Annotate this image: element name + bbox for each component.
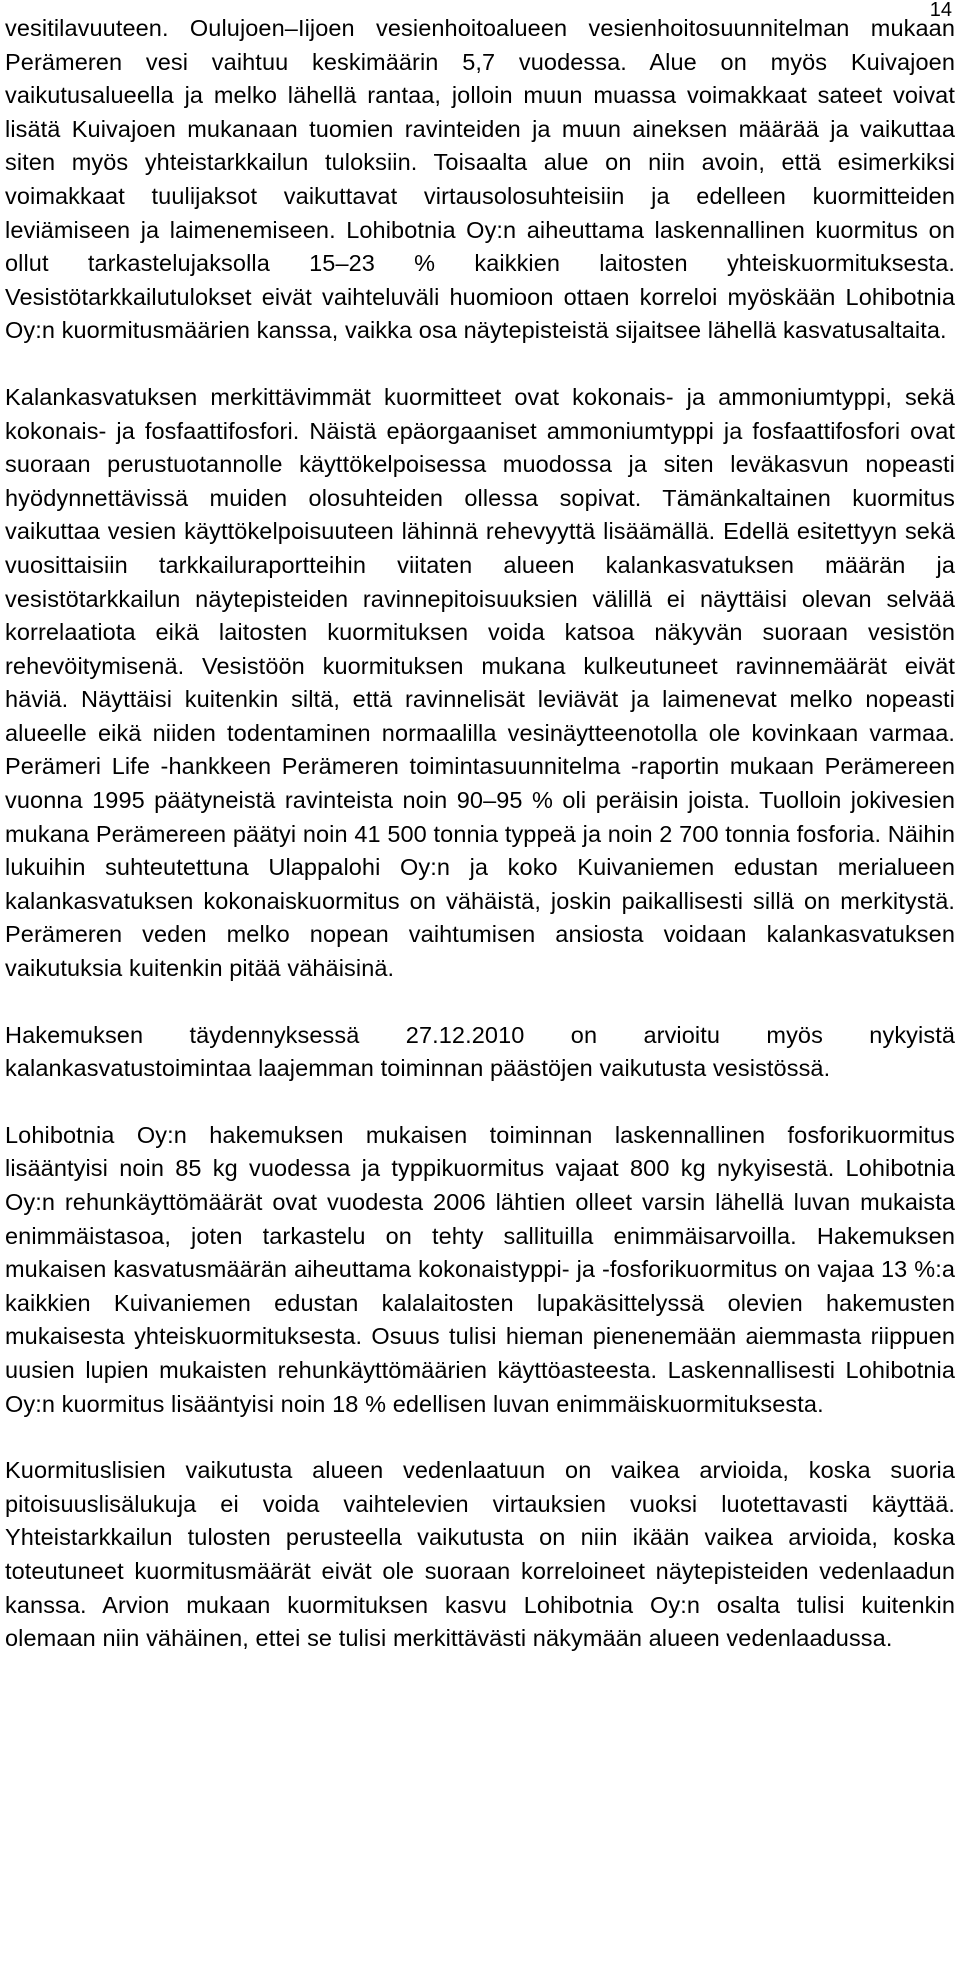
- page-number: 14: [929, 0, 952, 21]
- paragraph-lohibotnia-load: Lohibotnia Oy:n hakemuksen mukaisen toiminnan laskennallinen fosforikuormitus lisääntyisi noin 85 kg vuodessa ja typpikuormitus vajaat 800 kg nykyisestä. Lohibotnia Oy:n rehunkäyttömäärät ovat vuodesta 2006 lähtien olleet varsin lähellä luvan mukaista enimmäistasoa, joten tarkastelu on tehty sallituilla enimmäisarvoilla. Hakemuksen mukaisen kasvatusmäärän aiheuttama kokonaistyppi- ja -fosforikuormitus on vajaa 13 %:a kaikkien Kuivaniemen edustan kalalaitosten lupakäsittelyssä olevien hakemusten mukaisesta yhteiskuormituksesta. Osuus tulisi hieman pienenemään aiemmasta riippuen uusien lupien mukaisten rehunkäyttömäärien käyttöasteesta. Laskennallisesti Lohibotnia Oy:n kuormitus lisääntyisi noin 18 % edellisen luvan enimmäiskuormituksesta.: [5, 1121, 955, 1417]
- body-text: [5, 12, 955, 1689]
- paragraph-water-exchange: vesitilavuuteen. Oulujoen–Iijoen vesienhoitoalueen vesienhoitosuunnitelman mukaan Perämeren vesi vaihtuu keskimäärin 5,7 vuodessa. Alue on myös Kuivajoen vaikutusalueella ja melko lähellä rantaa, jolloin muun muassa voimakkaat sateet voivat lisätä Kuivajoen mukanaan tuomien ravinteiden ja muun aineksen määrää ja vaikuttaa siten myös yhteistarkkailun tuloksiin. Toisaalta alue on niin avoin, että esimerkiksi voimakkaat tuulijaksot vaikuttavat virtausolosuhteisiin ja edelleen kuormitteiden leviämiseen ja laimenemiseen. Lohibotnia Oy:n aiheuttama laskennallinen kuormitus on ollut tarkastelujaksolla 15–23 % kaikkien laitosten yhteiskuormituksesta. Vesistötarkkailutulokset eivät vaihteluväli huomioon ottaen korreloi myöskään Lohibotnia Oy:n kuormitusmäärien kanssa, vaikka osa näytepisteistä sijaitsee lähellä kasvatusaltaita.: [5, 15, 955, 344]
- paragraph-load-impact: Kuormituslisien vaikutusta alueen vedenlaatuun on vaikea arvioida, koska suoria pitoisuuslisälukuja ei voida vaihtelevien virtauksien vuoksi luotettavasti käyttää. Yhteistarkkailun tulosten perusteella vaikutusta on niin ikään vaikea arvioida, koska toteutuneet kuormitusmäärät eivät ole suoraan korreloineet näytepisteiden vedenlaadun kanssa. Arvion mukaan kuormituksen kasvu Lohibotnia Oy:n osalta tulisi kuitenkin olemaan niin vähäinen, ettei se tulisi merkittävästi näkymään alueen vedenlaadussa.: [5, 1457, 955, 1652]
- paragraph-application-supplement: Hakemuksen täydennyksessä 27.12.2010 on arvioitu myös nykyistä kalankasvatustoimintaa laajemman toiminnan päästöjen vaikutusta vesistössä.: [5, 1021, 955, 1082]
- paragraph-fish-farming-load: Kalankasvatuksen merkittävimmät kuormitteet ovat kokonais- ja ammoniumtyppi, sekä kokonais- ja fosfaattifosfori. Näistä epäorgaaniset ammoniumtyppi ja fosfaattifosfori ovat suoraan perustuotannolle käyttökelpoisessa muodossa ja siten leväkasvun nopeasti hyödynnettävissä muiden olosuhteiden ollessa sopivat. Tämänkaltainen kuormitus vaikuttaa vesien käyttökelpoisuuteen lähinnä rehevyyttä lisäämällä. Edellä esitettyyn sekä vuosittaisiin tarkkailuraportteihin viitaten alueen kalankasvatuksen määrän ja vesistötarkkailun näytepisteiden ravinnepitoisuuksien välillä ei näyttäisi olevan selvää korrelaatiota eikä laitosten kuormituksen voida katsoa näkyvän suoraan vesistön rehevöitymisenä. Vesistöön kuormituksen mukana kulkeutuneet ravinnemäärät eivät häviä. Näyttäisi kuitenkin siltä, että ravinnelisät leviävät ja laimenevat melko nopeasti alueelle eikä niiden todentaminen normaalilla vesinäytteenotolla ole kovinkaan varmaa. Perämeri Life -hankkeen Perämeren toimintasuunnitelma -raportin mukaan Perämereen vuonna 1995 päätyneistä ravinteista noin 90–95 % oli peräisin joista. Tuolloin jokivesien mukana Perämereen päätyi noin 41 500 tonnia typpeä ja noin 2 700 tonnia fosforia. Näihin lukuihin suhteutettuna Ulappalohi Oy:n ja koko Kuivaniemen edustan merialueen kalankasvatuksen kokonaiskuormitus on vähäistä, joskin paikallisesti sillä on merkitystä. Perämeren veden melko nopean vaihtumisen ansiosta voidaan kalankasvatuksen vaikutuksia kuitenkin pitää vähäisinä.: [5, 383, 955, 982]
